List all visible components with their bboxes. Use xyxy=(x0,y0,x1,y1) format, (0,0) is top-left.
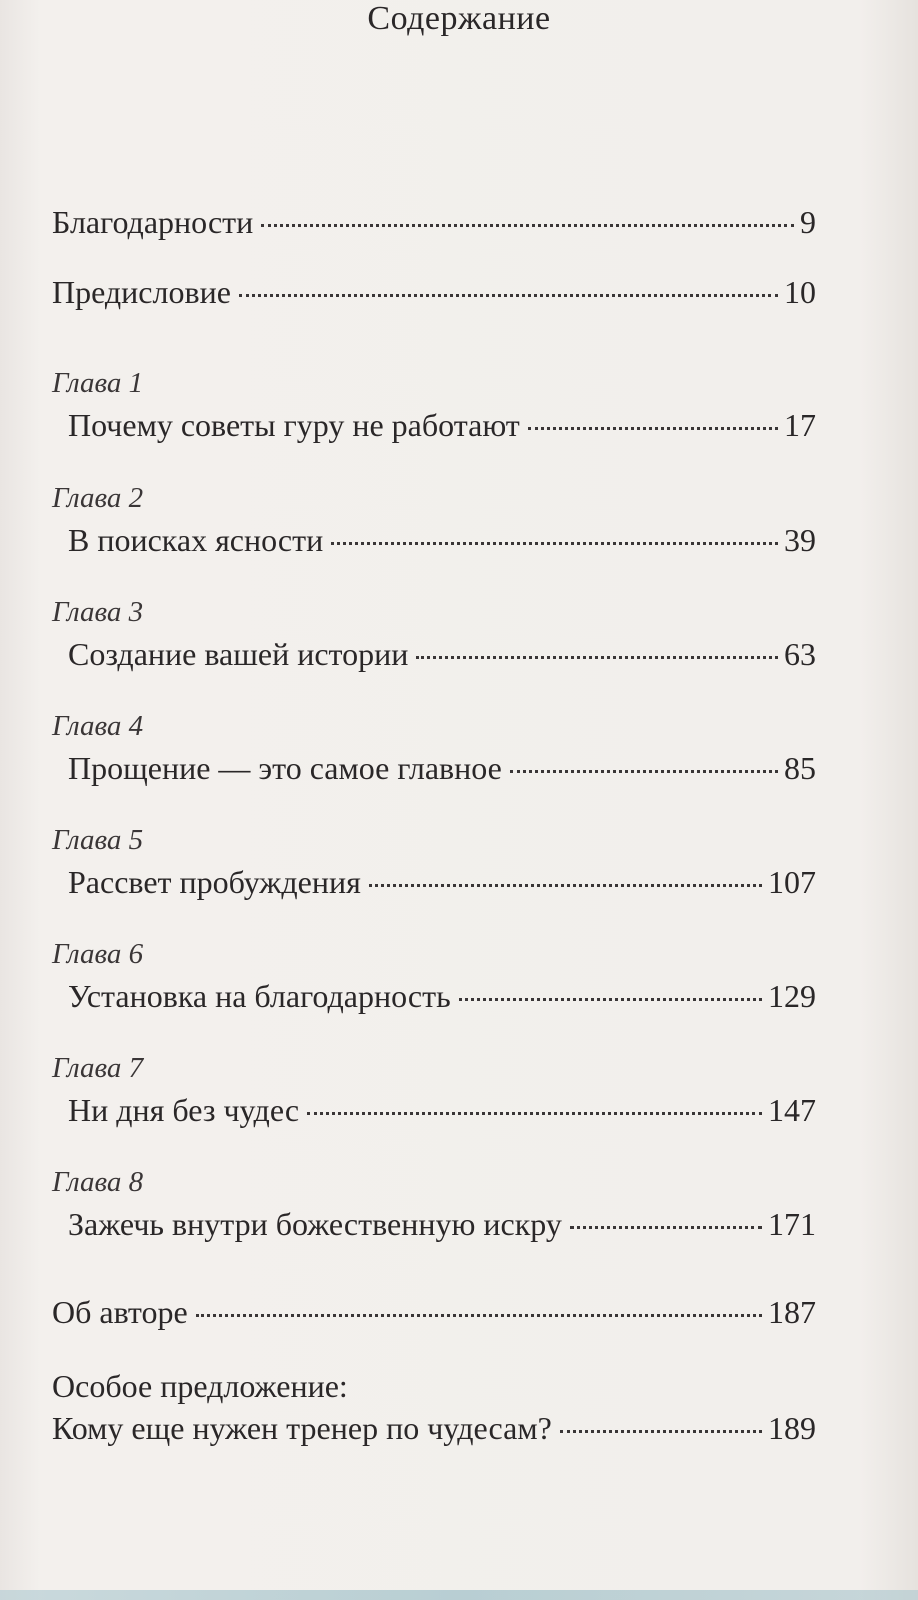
toc-entry-preface xyxy=(52,272,816,312)
toc-entry-label: Установка на благодарность xyxy=(68,978,451,1014)
toc-entry-page: 17 xyxy=(784,407,816,443)
toc-entry-about-author xyxy=(52,1292,816,1332)
toc-entry-label: Об авторе xyxy=(52,1294,188,1330)
toc-entry-page: 85 xyxy=(784,750,816,786)
toc-entry-special-offer xyxy=(52,1408,816,1448)
dot-leader xyxy=(416,656,778,659)
toc-entry-page: 10 xyxy=(784,274,816,310)
toc-entry-chapter-3 xyxy=(68,634,816,674)
toc-entry-chapter-7 xyxy=(68,1090,816,1130)
toc-entry-page: 39 xyxy=(784,522,816,558)
dot-leader xyxy=(239,294,778,297)
dot-leader xyxy=(196,1314,762,1317)
toc-entry-chapter-2 xyxy=(68,520,816,560)
toc-entry-chapter-1 xyxy=(68,405,816,445)
chapter-heading: Глава 4 xyxy=(52,710,144,742)
dot-leader xyxy=(528,427,778,430)
chapter-heading: Глава 1 xyxy=(52,367,144,399)
chapter-heading: Глава 8 xyxy=(52,1166,144,1198)
toc-entry-page: 9 xyxy=(800,204,816,240)
toc-entry-label: Зажечь внутри божественную искру xyxy=(68,1206,562,1242)
page-edge-strip xyxy=(0,1590,918,1600)
toc-entry-label: Рассвет пробуждения xyxy=(68,864,361,900)
toc-entry-label: Прощение — это самое главное xyxy=(68,750,502,786)
toc-entry-label: Предисловие xyxy=(52,274,231,310)
chapter-heading: Глава 5 xyxy=(52,824,144,856)
toc-entry-label: Кому еще нужен тренер по чудесам? xyxy=(52,1410,552,1446)
chapter-heading: Глава 7 xyxy=(52,1052,144,1084)
page-title: Содержание xyxy=(367,0,551,37)
dot-leader xyxy=(261,224,794,227)
dot-leader xyxy=(560,1430,762,1433)
toc-entry-page: 129 xyxy=(768,978,816,1014)
toc-entry-page: 187 xyxy=(768,1294,816,1330)
dot-leader xyxy=(459,998,762,1001)
dot-leader xyxy=(570,1226,762,1229)
toc-entry-chapter-8 xyxy=(68,1204,816,1244)
toc-entry-page: 63 xyxy=(784,636,816,672)
chapter-heading: Глава 3 xyxy=(52,596,144,628)
dot-leader xyxy=(331,542,778,545)
toc-entry-page: 171 xyxy=(768,1206,816,1242)
toc-entry-label: Благодарности xyxy=(52,204,254,240)
chapter-heading: Глава 6 xyxy=(52,938,144,970)
toc-entry-label: Почему советы гуру не работают xyxy=(68,407,520,443)
dot-leader xyxy=(369,884,762,887)
toc-entry-page: 107 xyxy=(768,864,816,900)
dot-leader xyxy=(307,1112,762,1115)
chapter-heading: Глава 2 xyxy=(52,482,144,514)
toc-entry-label: В поисках ясности xyxy=(68,522,324,558)
dot-leader xyxy=(510,770,778,773)
toc-entry-chapter-4 xyxy=(68,748,816,788)
toc-entry-chapter-5 xyxy=(68,862,816,902)
special-offer-heading: Особое предложение: xyxy=(52,1368,348,1404)
toc-entry-acknowledgements xyxy=(52,202,816,242)
toc-entry-chapter-6 xyxy=(68,976,816,1016)
toc-entry-label: Создание вашей истории xyxy=(68,636,409,672)
toc-entry-label: Ни дня без чудес xyxy=(68,1092,300,1128)
toc-entry-page: 189 xyxy=(768,1410,816,1446)
toc-entry-page: 147 xyxy=(768,1092,816,1128)
